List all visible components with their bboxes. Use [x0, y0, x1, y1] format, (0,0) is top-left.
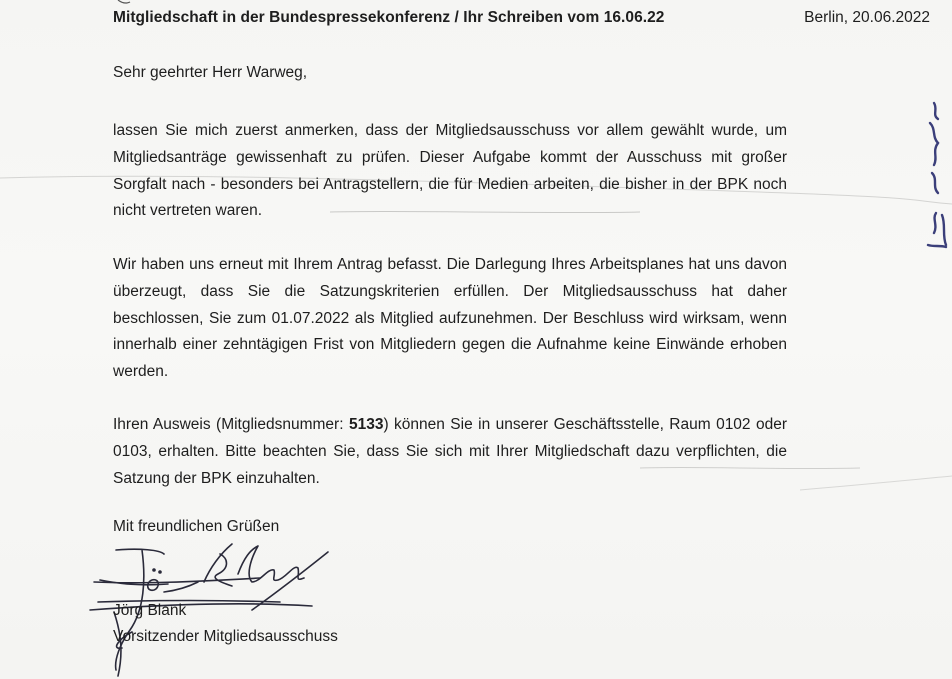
- paragraph-3-end: ) können Sie in unserer Geschäftsstelle, Raum 0102 oder 0103, erhalten. Bitte beachten Sie, dass Sie sich mit Ihrer Mitgliedschaft dazu verpflichten, die Satzung der BPK einzuhalten.: [113, 416, 787, 487]
- handwritten-signature: [80, 520, 400, 679]
- subject-line: Mitgliedschaft in der Bundespressekonferenz / Ihr Schreiben vom 16.06.22: [113, 9, 665, 26]
- paragraph-2: Wir haben uns erneut mit Ihrem Antrag befasst. Die Darlegung Ihres Arbeitsplanes hat uns davon überzeugt, dass Sie die Satzungskriterien erfüllen. Der Mitgliedsausschuss hat daher beschlossen, Sie zum 01.07.2022 als Mitglied aufzunehmen. Der Beschluss wird wirksam, wenn innerhalb einer zehntägigen Frist von Mitgliedern gegen die Aufnahme keine Einwände erhoben werden.: [113, 256, 787, 381]
- margin-handwriting: [912, 95, 952, 265]
- paragraph-1: lassen Sie mich zuerst anmerken, dass der Mitgliedsausschuss vor allem gewählt wurde, um Mitgliedsanträge gewissenhaft zu prüfen. Dieser Aufgabe kommt der Ausschuss mit großer Sorgfalt nach - besonders bei Antragstellern, die für Medien arbeiten, die bisher in der BPK noch nicht vertreten waren.: [113, 122, 787, 220]
- signer-name: Jörg Blank: [113, 602, 187, 619]
- paragraph-3: [113, 412, 787, 492]
- salutation: Sehr geehrter Herr Warweg,: [113, 64, 308, 81]
- membership-number: 5133: [348, 416, 384, 433]
- paragraph-3-start: Ihren Ausweis (Mitgliedsnummer:: [113, 416, 349, 433]
- signer-title: Vorsitzender Mitgliedsausschuss: [113, 628, 338, 645]
- letter-date: Berlin, 20.06.2022: [804, 9, 930, 26]
- closing-phrase: Mit freundlichen Grüßen: [113, 518, 280, 535]
